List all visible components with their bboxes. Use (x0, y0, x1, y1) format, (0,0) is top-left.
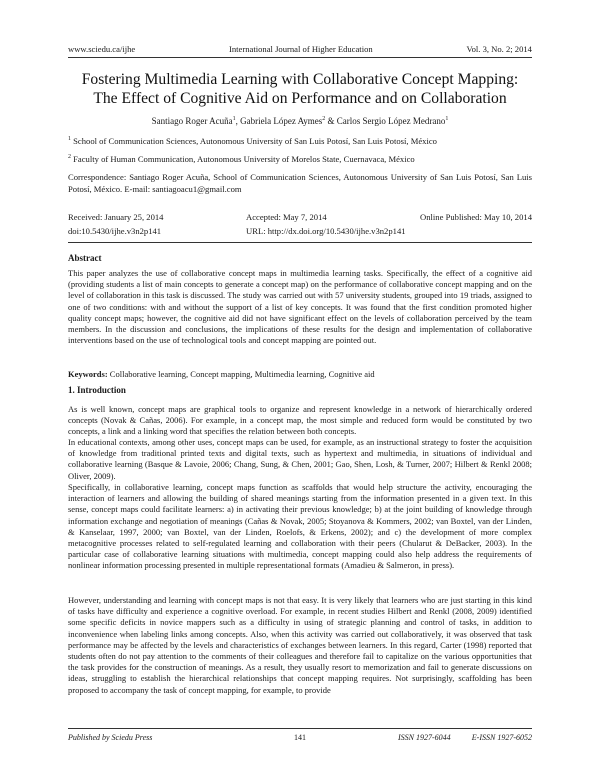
received-date: Received: January 25, 2014 (68, 212, 164, 222)
title-line-2: The Effect of Cognitive Aid on Performance and on Collaboration (93, 90, 507, 107)
volume-info: Vol. 3, No. 2; 2014 (466, 44, 532, 54)
section-heading: 1. Introduction (68, 385, 126, 395)
author-separator: & (325, 116, 337, 126)
journal-website[interactable]: www.sciedu.ca/ijhe (68, 44, 136, 54)
page-footer (68, 733, 532, 745)
paragraph: In educational contexts, among other uses, concept maps can be used, for example, as an instructional strategy to foster the acquisition of knowledge from traditional printed texts and digital texts, such as hypertext and multimedia, in situations of individual and collaborative learning (Basque & Lavoie, 2006; Chang, Sung, & Chen, 2001; Gao, Shen, Losh, & Turner, 2007; Hilbert & Renkl 2008; Oliver, 2009). (68, 437, 532, 481)
author-1: Santiago Roger Acuña (151, 116, 233, 126)
author-3-affiliation: 1 (445, 116, 449, 122)
paragraph: However, understanding and learning with concept maps is not that easy. It is very likely that learners who are just starting in this kind of tasks have difficulty and experience a cognitive overload. For example, in recent studies Hilbert and Renkl (2008, 2009) identified some specific deficits in novice mappers such as a difficulty in using of strategic planning and control of tasks, in addition to inconvenience when labeling links among concepts. Also, when this activity was carried out collaboratively, it was observed that task performance may be affected by the levels and characteristics of exchanges between learners. In this regard, Carter (1998) reported that students often do not pay attention to the comments of their colleagues and therefore fail to capitalize on the various opportunities that the task provides for the construction of meanings. As a result, they usually resort to memorization and fail to generate discussions on ideas, struggling to establish the hierarchical relationships that concept mapping requires. Not surprisingly, scaffolding has been proposed to accompany the task of concept mapping, for example, to provide (68, 595, 532, 695)
author-list (40, 116, 560, 126)
affiliation-text: School of Communication Sciences, Autonomous University of San Luis Potosí, San Luis Potosí, México (71, 136, 437, 146)
keywords-label: Keywords: (68, 369, 108, 379)
author-2: Gabriela López Aymes (240, 116, 323, 126)
abstract-text: This paper analyzes the use of collaborative concept maps in multimedia learning tasks. Specifically, the effect of a cognitive aid (providing students a list of main concepts to generate a concept map) on the performance of collaborative concept mapping and on the level of collaboration in this task is discussed. The study was carried out with 57 university students, grouped into 19 triads, assigned to one of two conditions: with and without the support of a list of key concepts. It was found that the first condition promoted higher quality concept maps; however, the cognitive aid did not have significant effect on the levels of collaboration perceived by the team members. In the discussion and conclusions, the implications of these results for the design and implementation of collaborative interventions based on the use of technological tools and concept mapping are pointed out. (68, 268, 532, 346)
paper-title (40, 70, 560, 108)
author-1-affiliation: 1 (232, 116, 236, 122)
affiliation-text: Faculty of Human Communication, Autonomous University of Morelos State, Cuernavaca, México (71, 154, 415, 164)
correspondence: Correspondence: Santiago Roger Acuña, School of Communication Sciences, Autonomous University of San Luis Potosí, San Luis Potosí, México. E-mail: santiagoacu1@gmail.com (68, 172, 532, 194)
abstract-heading: Abstract (68, 253, 102, 263)
doi-line (68, 226, 532, 238)
meta-divider (68, 242, 532, 243)
header-divider (68, 57, 532, 58)
running-header (68, 44, 532, 54)
paragraph: Specifically, in collaborative learning, concept maps function as scaffolds that would help structure the activity, encouraging the interaction of learners and allowing the building of shared meanings starting from the information presented in a given text. In this sense, concept maps could facilitate learners: a) in activating their previous knowledge; b) at the joint building of knowledge through information exchange and negotiation of meanings (Cañas & Novak, 2005; Stoyanova & Kommers, 2002; van Boxtel, van der Linden, & Kanselaar, 1997, 2000; van Boxtel, van der Linden, Roelofs, & Erkens, 2002); and c) the development of more complex metacognitive processes related to self-regulated learning and collaboration with their peers (Chularut & DeBacker, 2003). In the particular case of collaborative learning situations with multimedia, concept mapping could also help address the requirements of nonlinear information processing presented in multiple representational formats (Amadieu & Salmeron, in press). (68, 482, 532, 571)
eissn: E-ISSN 1927-6052 (471, 733, 532, 742)
publisher: Published by Sciedu Press (68, 733, 153, 742)
issn: ISSN 1927-6044 (398, 733, 451, 742)
author-3: Carlos Sergio López Medrano (336, 116, 446, 126)
published-date: Online Published: May 10, 2014 (420, 212, 532, 222)
author-separator: , (235, 116, 241, 126)
publication-dates (68, 212, 532, 224)
affiliation-number: 1 (68, 136, 71, 143)
affiliation-1 (68, 136, 532, 148)
author-2-affiliation: 2 (322, 116, 326, 122)
affiliation-2 (68, 154, 532, 166)
title-line-1: Fostering Multimedia Learning with Collaborative Concept Mapping: (81, 71, 519, 88)
page-number: 141 (294, 733, 306, 742)
doi[interactable]: doi:10.5430/ijhe.v3n2p141 (68, 226, 162, 236)
footer-divider (68, 728, 532, 729)
keywords-list: Collaborative learning, Concept mapping, Multimedia learning, Cognitive aid (107, 369, 375, 379)
paragraph: As is well known, concept maps are graphical tools to organize and represent knowledge in a network of hierarchically ordered concepts (Novak & Cañas, 2006). For example, in a concept map, the most simple and reduced form would be constituted by two concepts, a link and a linking word that specifies the relation between both concepts. (68, 404, 532, 437)
accepted-date: Accepted: May 7, 2014 (246, 212, 327, 222)
journal-name: International Journal of Higher Education (229, 44, 373, 54)
doi-url[interactable]: URL: http://dx.doi.org/10.5430/ijhe.v3n2p141 (246, 226, 406, 236)
keywords (68, 369, 532, 379)
affiliation-number: 2 (68, 154, 71, 161)
